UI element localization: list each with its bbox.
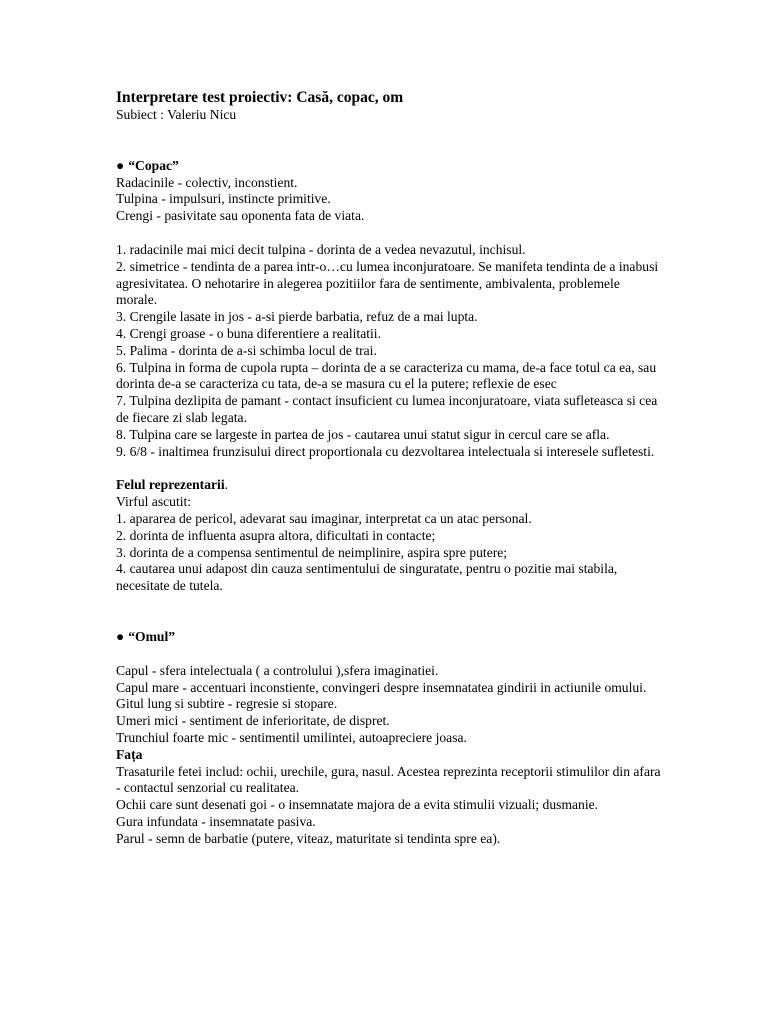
omul-line: Trunchiul foarte mic - sentimentil umilintei, autoapreciere joasa. [116, 729, 467, 745]
spacer [116, 225, 664, 242]
spacer [116, 124, 664, 158]
copac-intro-line: Crengi - pasivitate sau oponenta fata de viata. [116, 208, 365, 224]
representation-items-list [116, 511, 664, 595]
fata-line: Parul - semn de barbatie (putere, viteaz, maturitate si tendinta spre ea). [116, 830, 501, 846]
omul-line: Capul - sfera intelectuala ( a controlului ),sfera imaginatiei. [116, 662, 439, 678]
document-content [116, 88, 664, 847]
document-title: Interpretare test proiectiv: Casă, copac, om [116, 89, 404, 106]
copac-intro [116, 175, 664, 225]
section-heading-omul [116, 629, 664, 646]
fata-heading: Fața [116, 746, 143, 762]
list-item: 2. dorinta de influenta asupra altora, dificultati in contacte; [116, 527, 436, 543]
omul-line: Gitul lung si subtire - regresie si stopare. [116, 696, 338, 712]
list-item: 2. simetrice - tendinta de a parea intr-o…cu lumea inconjuratoare. Se manifeta tendinta de a inabusi agresivitatea. O nehotarire in alegerea pozitiilor fara de sentimente, ambivalenta, problemele morale. [116, 258, 659, 308]
omul-lines [116, 663, 664, 747]
copac-intro-line: Radacinile - colectiv, inconstient. [116, 174, 298, 190]
section-heading-copac [116, 158, 664, 175]
representation-intro: Virful ascutit: [116, 494, 192, 510]
representation-heading: Felul reprezentarii [116, 477, 225, 493]
list-item: 5. Palima - dorinta de a-si schimba locul de trai. [116, 342, 377, 358]
omul-line: Umeri mici - sentiment de inferioritate, de dispret. [116, 713, 390, 729]
document-subtitle: Subiect : Valeriu Nicu [116, 107, 237, 122]
list-item: 1. apararea de pericol, adevarat sau imaginar, interpretat ca un atac personal. [116, 510, 532, 526]
fata-line: Ochii care sunt desenati goi - o insemnatate majora de a evita stimulii vizuali; dusmanie. [116, 797, 599, 813]
list-item: 7. Tulpina dezlipita de pamant - contact insuficient cu lumea inconjuratoare, viata sufleteasca si cea de fiecare zi slab legata. [116, 393, 658, 425]
list-item: 3. dorinta de a compensa sentimentul de neimplinire, aspira spre putere; [116, 544, 508, 560]
list-item: 4. Crengi groase - o buna diferentiere a realitatii. [116, 325, 381, 341]
bullet-icon: ● [116, 628, 125, 644]
list-item: 9. 6/8 - inaltimea frunzisului direct proportionala cu dezvoltarea intelectuala si interesele sufletesti. [116, 443, 655, 459]
list-item: 6. Tulpina in forma de cupola rupta – dorinta de a se caracteriza cu mama, de-a face totul ca ea, sau dorinta de-a se caracteriza cu tata, de-a se masura cu el la putere; reflexie de esec [116, 359, 657, 392]
copac-items-list [116, 242, 664, 460]
list-item: 8. Tulpina care se largeste in partea de jos - cautarea unui statut sigur in cercul care se afla. [116, 426, 610, 442]
spacer [116, 595, 664, 629]
fata-line: Trasaturile fetei includ: ochii, urechile, gura, nasul. Acestea reprezinta receptorii stimulilor din afara - contactul senzorial cu realitatea. [116, 763, 664, 796]
bullet-icon: ● [116, 157, 125, 173]
spacer [116, 646, 664, 663]
list-item: 3. Crengile lasate in jos - a-si pierde barbatia, refuz de a mai lupta. [116, 309, 478, 325]
section-heading-text: “Omul” [128, 628, 176, 644]
list-item: 1. radacinile mai mici decit tulpina - dorinta de a vedea nevazutul, inchisul. [116, 241, 526, 257]
omul-line: Capul mare - accentuari inconstiente, convingeri despre insemnatatea gindirii in actiunile omului. [116, 679, 647, 695]
list-item: 4. cautarea unui adapost din cauza sentimentului de singuratate, pentru o pozitie mai stabila, necesitate de tutela. [116, 561, 618, 594]
fata-lines [116, 764, 664, 848]
fata-line: Gura infundata - insemnatate pasiva. [116, 813, 316, 829]
section-heading-text: “Copac” [128, 157, 179, 173]
representation-heading-suffix: . [224, 477, 228, 493]
representation-heading-line [116, 477, 664, 494]
spacer [116, 460, 664, 477]
copac-intro-line: Tulpina - impulsuri, instincte primitive. [116, 191, 331, 207]
